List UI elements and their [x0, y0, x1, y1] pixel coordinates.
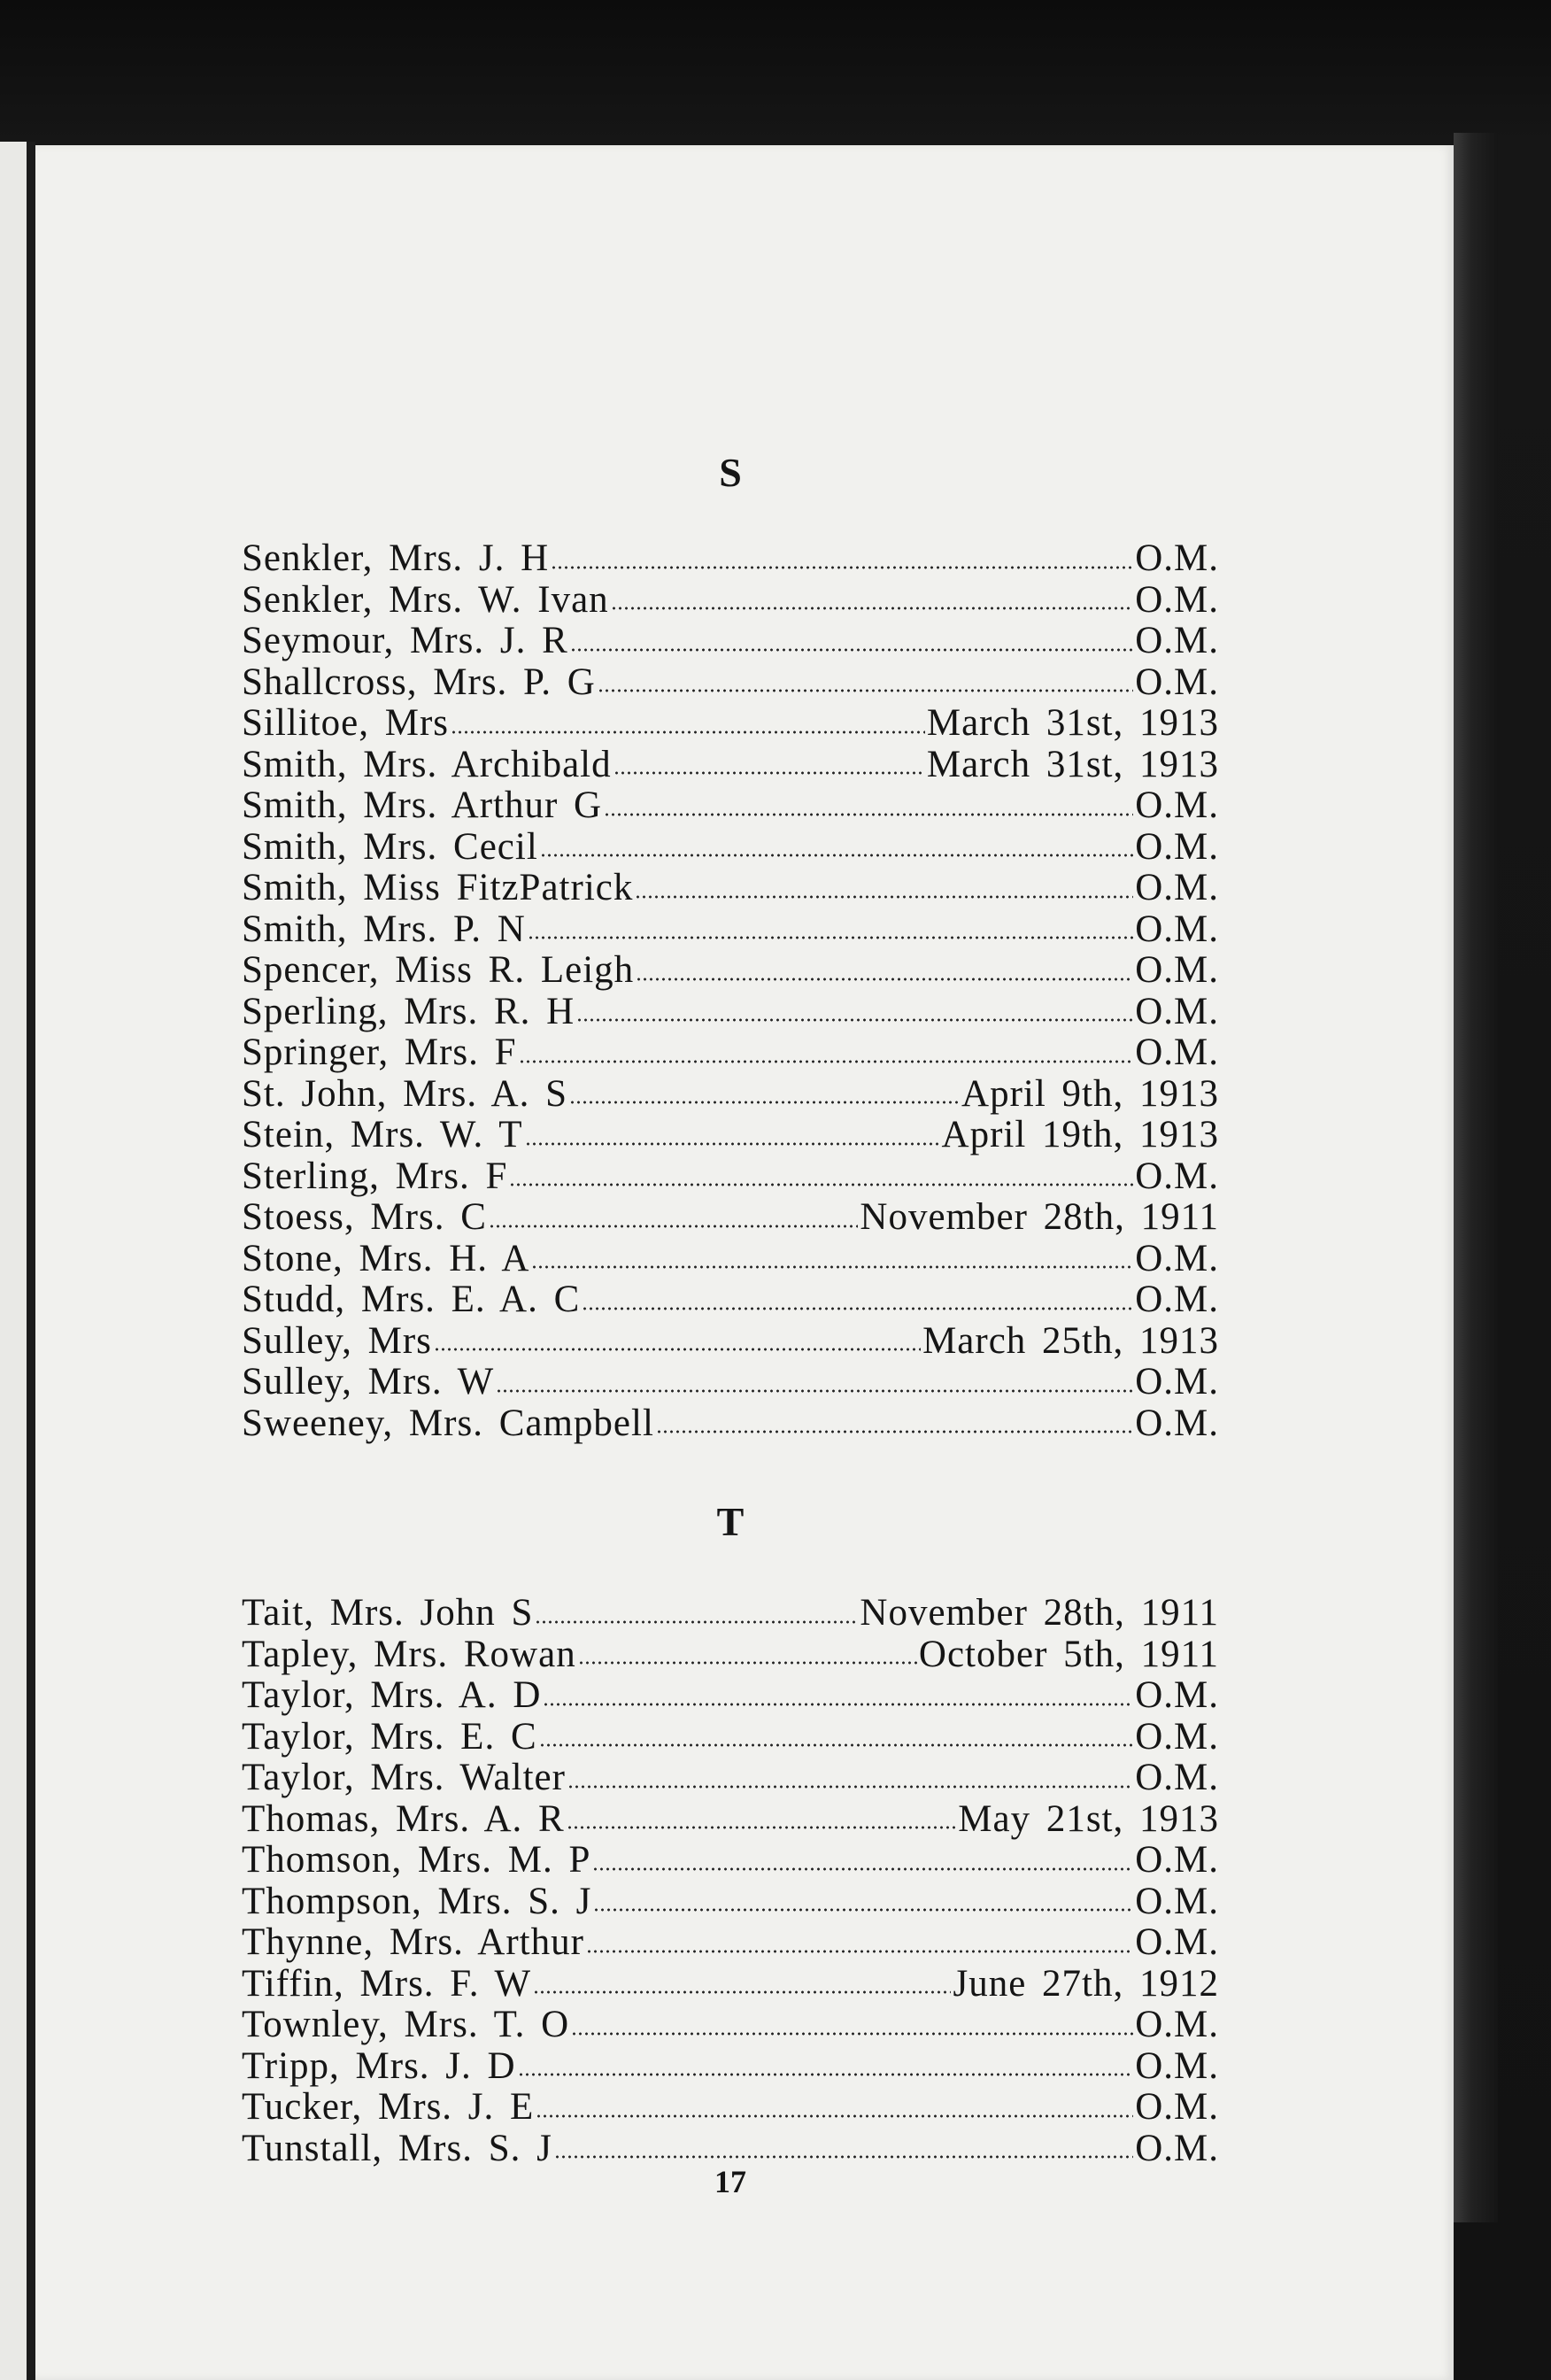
list-entry [242, 1239, 1219, 1280]
dot-leader [636, 978, 1133, 981]
list-entry [242, 1634, 1219, 1676]
member-date: O.M. [1135, 2004, 1219, 2045]
member-date: March 25th, 1913 [922, 1319, 1219, 1362]
member-name: Sweeney, Mrs. Campbell [242, 1402, 654, 1444]
list-entry [242, 785, 1219, 827]
dot-leader [518, 2073, 1134, 2076]
member-date: April 19th, 1913 [941, 1114, 1219, 1155]
dot-leader [539, 1743, 1134, 1747]
member-name: Seymour, Mrs. J. R [242, 620, 568, 661]
list-entry [242, 1032, 1219, 1074]
dot-leader [509, 1183, 1133, 1186]
list-entry [242, 1964, 1219, 2005]
dot-leader [656, 1430, 1133, 1433]
list-entry [242, 868, 1219, 909]
member-name: Taylor, Mrs. E. C [242, 1715, 537, 1758]
member-name: Studd, Mrs. E. A. C [242, 1279, 581, 1320]
list-entry [242, 1197, 1219, 1239]
member-date: O.M. [1135, 1674, 1219, 1716]
list-entry [242, 827, 1219, 869]
list-entry [242, 950, 1219, 992]
member-name: Sulley, Mrs [242, 1319, 432, 1362]
member-name: Thompson, Mrs. S. J [242, 1880, 592, 1922]
list-entry [242, 2046, 1219, 2088]
dot-leader [613, 771, 925, 775]
section-t-entries [242, 1593, 1219, 2169]
member-name: Sulley, Mrs. W [242, 1361, 495, 1402]
member-list [242, 446, 1219, 2199]
member-name: Tapley, Mrs. Rowan [242, 1633, 576, 1675]
member-name: Sperling, Mrs. R. H [242, 990, 575, 1032]
member-name: Taylor, Mrs. Walter [242, 1757, 566, 1798]
member-date: March 31st, 1913 [926, 743, 1219, 785]
list-entry [242, 1321, 1219, 1363]
section-heading-t: T [716, 1499, 745, 1544]
member-date: O.M. [1135, 867, 1219, 908]
member-name: Townley, Mrs. T. O [242, 2004, 570, 2045]
dot-leader [533, 1990, 951, 1994]
dot-leader [582, 1307, 1133, 1310]
member-name: Smith, Miss FitzPatrick [242, 867, 634, 908]
dot-leader [528, 936, 1133, 939]
list-entry [242, 1840, 1219, 1882]
member-name: Thomson, Mrs. M. P [242, 1839, 591, 1881]
member-date: O.M. [1135, 1361, 1219, 1402]
member-name: Senkler, Mrs. J. H [242, 537, 550, 579]
member-name: Thomas, Mrs. A. R [242, 1797, 565, 1840]
member-date: O.M. [1135, 1279, 1219, 1320]
dot-leader [551, 566, 1133, 569]
facing-page-edge [0, 142, 27, 2380]
list-entry [242, 1799, 1219, 1841]
member-date: O.M. [1135, 1839, 1219, 1881]
list-entry [242, 580, 1219, 622]
list-entry [242, 1758, 1219, 1799]
section-heading-s: S [719, 450, 742, 495]
dot-leader [496, 1389, 1133, 1393]
dot-leader [434, 1348, 921, 1351]
dot-leader [536, 2114, 1133, 2118]
dot-leader [586, 1950, 1133, 1953]
dot-leader [567, 1785, 1133, 1789]
list-entry [242, 745, 1219, 786]
member-name: Tunstall, Mrs. S. J [242, 2127, 552, 2169]
list-entry [242, 992, 1219, 1033]
list-entry [242, 1279, 1219, 1321]
dot-leader [592, 1867, 1133, 1871]
member-name: Smith, Mrs. Archibald [242, 743, 612, 785]
member-date: O.M. [1135, 1402, 1219, 1444]
dot-leader [519, 1060, 1134, 1063]
member-date: O.M. [1135, 784, 1219, 826]
dot-leader [451, 730, 925, 734]
dot-leader [598, 689, 1133, 692]
dot-leader [635, 895, 1133, 899]
dot-leader [554, 2155, 1133, 2159]
dot-leader [567, 1826, 957, 1829]
list-entry [242, 1074, 1219, 1116]
dot-leader [525, 1142, 940, 1146]
dot-leader [571, 2032, 1133, 2036]
member-name: Stein, Mrs. W. T [242, 1114, 523, 1155]
list-entry [242, 1882, 1219, 1923]
member-name: Smith, Mrs. P. N [242, 908, 526, 950]
member-date: O.M. [1135, 537, 1219, 579]
list-entry [242, 1156, 1219, 1198]
member-date: O.M. [1135, 825, 1219, 868]
book-gutter [27, 142, 35, 2380]
member-name: Shallcross, Mrs. P. G [242, 661, 596, 703]
member-date: O.M. [1135, 1880, 1219, 1922]
member-date: November 28th, 1911 [860, 1592, 1219, 1634]
member-date: O.M. [1135, 2127, 1219, 2169]
dot-leader [576, 1018, 1133, 1022]
list-entry [242, 621, 1219, 662]
list-entry [242, 662, 1219, 704]
list-entry [242, 1593, 1219, 1634]
member-date: O.M. [1135, 661, 1219, 703]
member-name: Spencer, Miss R. Leigh [242, 949, 635, 991]
member-name: Smith, Mrs. Arthur G [242, 784, 603, 826]
member-date: O.M. [1135, 2086, 1219, 2128]
member-name: Sillitoe, Mrs [242, 702, 450, 744]
dot-leader [570, 648, 1133, 652]
list-entry [242, 1115, 1219, 1156]
page-edge-shadow [1454, 133, 1498, 2222]
member-date: O.M. [1135, 949, 1219, 991]
member-name: St. John, Mrs. A. S [242, 1072, 567, 1115]
list-entry [242, 703, 1219, 745]
member-name: Tripp, Mrs. J. D [242, 2044, 516, 2087]
member-name: Springer, Mrs. F [242, 1032, 517, 1073]
dot-leader [611, 607, 1134, 610]
member-name: Tiffin, Mrs. F. W [242, 1962, 532, 2005]
member-date: O.M. [1135, 1757, 1219, 1798]
member-date: May 21st, 1913 [958, 1797, 1219, 1840]
list-entry [242, 1403, 1219, 1445]
list-entry [242, 2005, 1219, 2046]
dot-leader [543, 1703, 1133, 1706]
page [35, 145, 1454, 2380]
section-s-entries [242, 538, 1219, 1444]
list-entry [242, 1675, 1219, 1717]
member-name: Tucker, Mrs. J. E [242, 2086, 535, 2128]
list-entry [242, 538, 1219, 580]
member-date: November 28th, 1911 [860, 1196, 1219, 1238]
dot-leader [535, 1620, 858, 1624]
member-name: Sterling, Mrs. F [242, 1155, 508, 1197]
member-date: O.M. [1135, 1155, 1219, 1197]
member-date: O.M. [1135, 1715, 1219, 1758]
list-entry [242, 1362, 1219, 1403]
dot-leader [569, 1101, 960, 1104]
dot-leader [489, 1225, 859, 1228]
member-date: O.M. [1135, 1237, 1219, 1279]
member-date: O.M. [1135, 578, 1219, 621]
member-date: O.M. [1135, 620, 1219, 661]
member-name: Stone, Mrs. H. A [242, 1237, 530, 1279]
member-date: O.M. [1135, 2044, 1219, 2087]
member-date: O.M. [1135, 908, 1219, 950]
member-name: Stoess, Mrs. C [242, 1196, 487, 1238]
member-date: April 9th, 1913 [961, 1072, 1219, 1115]
member-name: Senkler, Mrs. W. Ivan [242, 578, 609, 621]
member-date: O.M. [1135, 990, 1219, 1032]
dot-leader [540, 854, 1133, 857]
list-entry [242, 909, 1219, 951]
member-date: October 5th, 1911 [918, 1633, 1219, 1675]
member-date: O.M. [1135, 1032, 1219, 1073]
dot-leader [604, 813, 1133, 816]
page-number: 17 [714, 2164, 746, 2199]
list-entry [242, 2087, 1219, 2129]
member-date: O.M. [1135, 1921, 1219, 1963]
dot-leader [578, 1661, 917, 1665]
member-name: Smith, Mrs. Cecil [242, 825, 538, 868]
list-entry [242, 1922, 1219, 1964]
member-name: Tait, Mrs. John S [242, 1592, 534, 1634]
member-name: Thynne, Mrs. Arthur [242, 1921, 584, 1963]
member-date: June 27th, 1912 [953, 1962, 1219, 2005]
member-date: March 31st, 1913 [926, 702, 1219, 744]
member-name: Taylor, Mrs. A. D [242, 1674, 542, 1716]
dot-leader [531, 1265, 1133, 1269]
list-entry [242, 1717, 1219, 1758]
dot-leader [593, 1908, 1133, 1912]
